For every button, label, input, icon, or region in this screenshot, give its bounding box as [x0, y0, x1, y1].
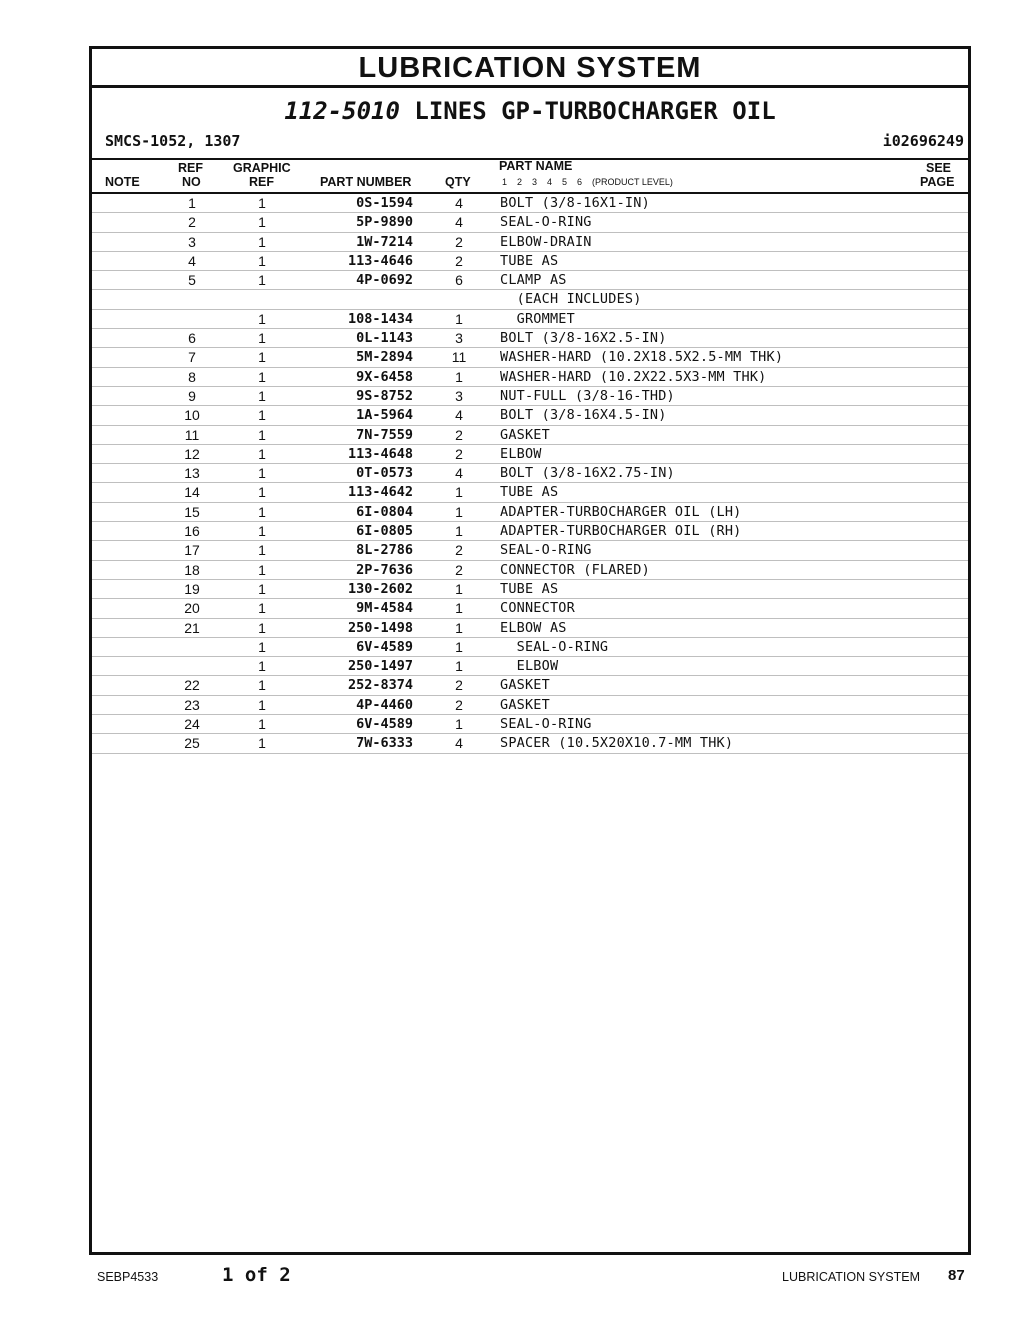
table-row — [92, 406, 968, 425]
ref-no: 17 — [184, 542, 200, 559]
ref-no: 4 — [188, 252, 196, 269]
ref-no: 13 — [184, 465, 200, 482]
part-name: BOLT (3/8-16X1-IN) — [500, 195, 650, 211]
part-name: ADAPTER-TURBOCHARGER OIL (LH) — [500, 503, 742, 520]
graphic-ref: 1 — [258, 735, 266, 752]
part-number: 1A-5964 — [356, 407, 413, 424]
graphic-ref: 1 — [258, 252, 266, 269]
ref-no: 10 — [184, 407, 200, 424]
page-footer — [0, 1262, 1020, 1292]
part-number: 1W-7214 — [356, 233, 413, 250]
graphic-ref: 1 — [258, 426, 266, 443]
part-number: 0T-0573 — [356, 465, 413, 482]
parts-table — [92, 194, 968, 754]
part-number: 7N-7559 — [356, 426, 413, 443]
ref-no: 23 — [184, 696, 200, 713]
graphic-ref: 1 — [258, 310, 266, 327]
part-number: 113-4642 — [347, 484, 413, 501]
graphic-ref: 1 — [258, 484, 266, 501]
part-name: SEAL-O-RING — [500, 214, 592, 231]
ref-no: 3 — [188, 233, 196, 250]
ref-no: 12 — [184, 445, 200, 462]
graphic-ref: 1 — [258, 407, 266, 424]
quantity: 2 — [455, 426, 463, 443]
part-number: 4P-4460 — [356, 696, 413, 713]
table-row — [92, 348, 968, 367]
quantity: 1 — [455, 716, 463, 733]
table-row — [92, 213, 968, 232]
quantity: 4 — [455, 407, 463, 424]
table-row — [92, 541, 968, 560]
graphic-ref: 1 — [258, 349, 266, 366]
header-graphic-bottom: REF — [249, 175, 274, 189]
table-row — [92, 638, 968, 657]
quantity: 2 — [455, 445, 463, 462]
table-row — [92, 368, 968, 387]
part-number: 9S-8752 — [356, 387, 413, 404]
quantity: 4 — [455, 195, 463, 211]
part-name: SEAL-O-RING — [500, 638, 609, 655]
part-name: ADAPTER-TURBOCHARGER OIL (RH) — [500, 523, 742, 540]
quantity: 3 — [455, 330, 463, 347]
part-name: ELBOW AS — [500, 619, 567, 636]
table-row — [92, 503, 968, 522]
part-number: 9M-4584 — [356, 600, 413, 617]
part-name: GASKET — [500, 696, 550, 713]
part-name: BOLT (3/8-16X4.5-IN) — [500, 407, 667, 424]
quantity: 1 — [455, 600, 463, 617]
graphic-ref: 1 — [258, 214, 266, 231]
illustration-id: i02696249 — [882, 132, 964, 150]
table-row — [92, 580, 968, 599]
ref-no: 20 — [184, 600, 200, 617]
smcs-codes: SMCS-1052, 1307 — [105, 132, 241, 150]
part-name: WASHER-HARD (10.2X22.5X3-MM THK) — [500, 368, 767, 385]
ref-no: 2 — [188, 214, 196, 231]
part-name: TUBE AS — [500, 252, 559, 269]
table-row — [92, 310, 968, 329]
part-number: 6I-0805 — [356, 523, 413, 540]
part-number: 6V-4589 — [356, 716, 413, 733]
meta-row — [92, 132, 968, 154]
part-number: 4P-0692 — [356, 272, 413, 289]
ref-no: 11 — [184, 426, 200, 443]
header-ref-top: REF — [178, 161, 203, 175]
quantity: 2 — [455, 677, 463, 694]
table-row — [92, 329, 968, 348]
table-header — [92, 158, 968, 194]
quantity: 4 — [455, 214, 463, 231]
header-ref-bottom: NO — [182, 175, 201, 189]
graphic-ref: 1 — [258, 542, 266, 559]
ref-no: 24 — [184, 716, 200, 733]
group-title — [92, 96, 968, 126]
table-row — [92, 561, 968, 580]
part-name: TUBE AS — [500, 580, 559, 597]
document-number: SEBP4533 — [97, 1270, 159, 1284]
header-part-number: PART NUMBER — [320, 175, 412, 189]
group-number: 112-5010 — [284, 97, 400, 125]
graphic-ref: 1 — [258, 716, 266, 733]
ref-no: 6 — [188, 330, 196, 347]
header-see-bottom: PAGE — [920, 175, 955, 189]
ref-no: 8 — [188, 368, 196, 385]
part-name: TUBE AS — [500, 484, 559, 501]
graphic-ref: 1 — [258, 368, 266, 385]
quantity: 11 — [451, 349, 467, 366]
quantity: 1 — [455, 638, 463, 655]
table-row — [92, 290, 968, 309]
table-row — [92, 233, 968, 252]
part-name: WASHER-HARD (10.2X18.5X2.5-MM THK) — [500, 349, 784, 366]
table-row — [92, 387, 968, 406]
graphic-ref: 1 — [258, 638, 266, 655]
part-number: 6V-4589 — [356, 638, 413, 655]
part-name: BOLT (3/8-16X2.5-IN) — [500, 330, 667, 347]
part-name: ELBOW — [500, 658, 559, 675]
quantity: 2 — [455, 542, 463, 559]
graphic-ref: 1 — [258, 387, 266, 404]
graphic-ref: 1 — [258, 561, 266, 578]
quantity: 2 — [455, 561, 463, 578]
table-row — [92, 657, 968, 676]
ref-no: 15 — [184, 503, 200, 520]
graphic-ref: 1 — [258, 600, 266, 617]
quantity: 1 — [455, 310, 463, 327]
part-name: NUT-FULL (3/8-16-THD) — [500, 387, 675, 404]
quantity: 1 — [455, 503, 463, 520]
table-row — [92, 734, 968, 753]
part-number: 7W-6333 — [356, 735, 413, 752]
part-number: 6I-0804 — [356, 503, 413, 520]
table-row — [92, 599, 968, 618]
graphic-ref: 1 — [258, 233, 266, 250]
header-qty: QTY — [445, 175, 471, 189]
part-number: 113-4646 — [347, 252, 413, 269]
table-row — [92, 676, 968, 695]
ref-no: 16 — [184, 523, 200, 540]
table-row — [92, 271, 968, 290]
graphic-ref: 1 — [258, 580, 266, 597]
quantity: 6 — [455, 272, 463, 289]
ref-no: 9 — [188, 387, 196, 404]
graphic-ref: 1 — [258, 465, 266, 482]
table-row — [92, 194, 968, 213]
ref-no: 22 — [184, 677, 200, 694]
section-title: LUBRICATION SYSTEM — [92, 49, 968, 88]
graphic-ref: 1 — [258, 272, 266, 289]
page-number: 87 — [948, 1267, 965, 1284]
part-name: GASKET — [500, 426, 550, 443]
part-number: 113-4648 — [347, 445, 413, 462]
table-row — [92, 252, 968, 271]
graphic-ref: 1 — [258, 619, 266, 636]
part-number: 250-1497 — [347, 658, 413, 675]
footer-section: LUBRICATION SYSTEM — [782, 1270, 920, 1284]
table-row — [92, 619, 968, 638]
graphic-ref: 1 — [258, 696, 266, 713]
ref-no: 14 — [184, 484, 200, 501]
quantity: 1 — [455, 658, 463, 675]
quantity: 1 — [455, 368, 463, 385]
quantity: 2 — [455, 252, 463, 269]
table-row — [92, 426, 968, 445]
part-number: 0L-1143 — [356, 330, 413, 347]
part-number: 2P-7636 — [356, 561, 413, 578]
ref-no: 21 — [184, 619, 200, 636]
quantity: 1 — [455, 619, 463, 636]
part-number: 5M-2894 — [356, 349, 413, 366]
quantity: 1 — [455, 484, 463, 501]
graphic-ref: 1 — [258, 658, 266, 675]
ref-no: 5 — [188, 272, 196, 289]
graphic-ref: 1 — [258, 523, 266, 540]
page-of: 1 of 2 — [222, 1264, 291, 1286]
part-name: SPACER (10.5X20X10.7-MM THK) — [500, 735, 734, 752]
graphic-ref: 1 — [258, 503, 266, 520]
part-name: SEAL-O-RING — [500, 716, 592, 733]
graphic-ref: 1 — [258, 330, 266, 347]
quantity: 3 — [455, 387, 463, 404]
part-name: ELBOW — [500, 445, 542, 462]
page-frame — [89, 46, 971, 1255]
group-name: LINES GP-TURBOCHARGER OIL — [414, 97, 776, 125]
part-number: 252-8374 — [347, 677, 413, 694]
graphic-ref: 1 — [258, 677, 266, 694]
ref-no: 1 — [188, 195, 196, 211]
part-name: GROMMET — [500, 310, 575, 327]
table-row — [92, 445, 968, 464]
ref-no: 18 — [184, 561, 200, 578]
table-row — [92, 715, 968, 734]
quantity: 2 — [455, 233, 463, 250]
part-number: 0S-1594 — [356, 195, 413, 211]
part-name: CONNECTOR — [500, 600, 575, 617]
header-product-levels: 1 2 3 4 5 6 (PRODUCT LEVEL) — [502, 177, 673, 187]
quantity: 4 — [455, 465, 463, 482]
graphic-ref: 1 — [258, 445, 266, 462]
quantity: 2 — [455, 696, 463, 713]
ref-no: 19 — [184, 580, 200, 597]
ref-no: 7 — [188, 349, 196, 366]
graphic-ref: 1 — [258, 195, 266, 211]
part-number: 130-2602 — [347, 580, 413, 597]
part-name: GASKET — [500, 677, 550, 694]
quantity: 1 — [455, 523, 463, 540]
quantity: 1 — [455, 580, 463, 597]
quantity: 4 — [455, 735, 463, 752]
header-see-top: SEE — [926, 161, 952, 175]
part-name: CONNECTOR (FLARED) — [500, 561, 650, 578]
table-row — [92, 464, 968, 483]
table-row — [92, 696, 968, 715]
ref-no: 25 — [184, 735, 200, 752]
part-name: ELBOW-DRAIN — [500, 233, 592, 250]
part-number: 108-1434 — [347, 310, 413, 327]
part-number: 5P-9890 — [356, 214, 413, 231]
table-row — [92, 483, 968, 502]
part-name: SEAL-O-RING — [500, 542, 592, 559]
table-row — [92, 522, 968, 541]
header-part-name: PART NAME — [499, 159, 573, 173]
part-name: BOLT (3/8-16X2.75-IN) — [500, 465, 675, 482]
part-number: 9X-6458 — [356, 368, 413, 385]
part-number: 8L-2786 — [356, 542, 413, 559]
part-number: 250-1498 — [347, 619, 413, 636]
header-graphic-top: GRAPHIC — [233, 161, 291, 175]
part-name: CLAMP AS — [500, 272, 567, 289]
part-name: (EACH INCLUDES) — [500, 291, 642, 308]
header-note: NOTE — [105, 175, 140, 189]
